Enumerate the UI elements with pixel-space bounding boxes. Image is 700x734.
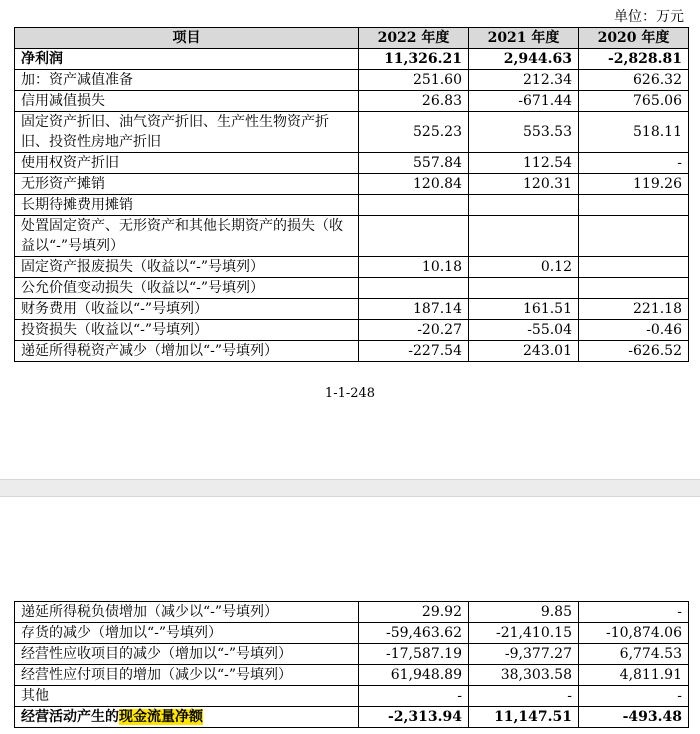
- cell-item: 存货的减少（增加以“-”号填列）: [15, 623, 359, 644]
- cell-2022: -59,463.62: [359, 623, 469, 644]
- cell-2021: 11,147.51: [469, 707, 579, 728]
- table-row: [15, 153, 689, 174]
- cell-item: 递延所得税负债增加（减少以“-”号填列）: [15, 602, 359, 623]
- cell-2020: -0.46: [579, 320, 689, 341]
- cell-2020: -10,874.06: [579, 623, 689, 644]
- cell-2022: 525.23: [359, 112, 469, 153]
- cell-2020: -: [579, 686, 689, 707]
- cell-2022: [359, 278, 469, 299]
- page-number: 1-1-248: [324, 386, 376, 401]
- cell-2021: 112.54: [469, 153, 579, 174]
- cell-item: 加：资产减值准备: [15, 70, 359, 91]
- table-row: [15, 686, 689, 707]
- cell-2020: [579, 257, 689, 278]
- cell-2021: 0.12: [469, 257, 579, 278]
- cell-item: 使用权资产折旧: [15, 153, 359, 174]
- table-row: [15, 341, 689, 362]
- cell-2022: 10.18: [359, 257, 469, 278]
- cell-2021: 9.85: [469, 602, 579, 623]
- cell-item: [15, 707, 359, 728]
- table-row: [15, 49, 689, 70]
- table-row: [15, 299, 689, 320]
- cell-item: 投资损失（收益以“-”号填列）: [15, 320, 359, 341]
- cell-2021: [469, 195, 579, 216]
- cell-2020: -2,828.81: [579, 49, 689, 70]
- table-row: [15, 644, 689, 665]
- cell-item: 固定资产报废损失（收益以“-”号填列）: [15, 257, 359, 278]
- table-row: [15, 665, 689, 686]
- cell-2021: -9,377.27: [469, 644, 579, 665]
- cell-2020: 518.11: [579, 112, 689, 153]
- cell-item: 财务费用（收益以“-”号填列）: [15, 299, 359, 320]
- table-row: [15, 602, 689, 623]
- cell-2021: -21,410.15: [469, 623, 579, 644]
- table-row: [15, 112, 689, 153]
- cell-2020: 4,811.91: [579, 665, 689, 686]
- cell-2021: -: [469, 686, 579, 707]
- cell-2021: [469, 278, 579, 299]
- cell-item: 净利润: [15, 49, 359, 70]
- table-row-total: [15, 707, 689, 728]
- cell-2022: -: [359, 686, 469, 707]
- cell-2022: [359, 216, 469, 257]
- cell-2021: 2,944.63: [469, 49, 579, 70]
- cell-2021: 38,303.58: [469, 665, 579, 686]
- cell-2022: 11,326.21: [359, 49, 469, 70]
- cash-flow-table-bottom: [14, 601, 689, 728]
- cell-item: 经营性应收项目的减少（增加以“-”号填列）: [15, 644, 359, 665]
- cell-2020: [579, 195, 689, 216]
- cell-2022: 251.60: [359, 70, 469, 91]
- table-row: [15, 320, 689, 341]
- cell-2022: 26.83: [359, 91, 469, 112]
- cell-2020: [579, 216, 689, 257]
- table-row: [15, 174, 689, 195]
- cell-2020: [579, 278, 689, 299]
- table-header-row: [15, 28, 689, 49]
- cash-flow-table-top: [14, 27, 689, 362]
- cell-2022: -2,313.94: [359, 707, 469, 728]
- cell-2022: -17,587.19: [359, 644, 469, 665]
- cell-2020: 221.18: [579, 299, 689, 320]
- cell-item: 公允价值变动损失（收益以“-”号填列）: [15, 278, 359, 299]
- cell-2020: -626.52: [579, 341, 689, 362]
- table-row: [15, 195, 689, 216]
- table-row: [15, 91, 689, 112]
- header-item: 项目: [15, 28, 359, 49]
- page-separator: [0, 479, 700, 497]
- cell-2021: 212.34: [469, 70, 579, 91]
- cell-2022: 29.92: [359, 602, 469, 623]
- table-row: [15, 278, 689, 299]
- total-item-highlight: 现金流量净额: [119, 709, 203, 725]
- cell-2022: -227.54: [359, 341, 469, 362]
- table-row: [15, 257, 689, 278]
- header-2020: 2020 年度: [579, 28, 689, 49]
- total-item-prefix: 经营活动产生的: [21, 709, 119, 725]
- table-row: [15, 216, 689, 257]
- cell-item: 处置固定资产、无形资产和其他长期资产的损失（收益以“-”号填列）: [15, 216, 359, 257]
- cell-2020: 626.32: [579, 70, 689, 91]
- cell-item: 固定资产折旧、油气资产折旧、生产性生物资产折旧、投资性房地产折旧: [15, 112, 359, 153]
- cell-2020: -: [579, 153, 689, 174]
- cell-2022: 120.84: [359, 174, 469, 195]
- cell-2021: -55.04: [469, 320, 579, 341]
- cell-2021: [469, 216, 579, 257]
- cell-2021: 553.53: [469, 112, 579, 153]
- cell-2022: 187.14: [359, 299, 469, 320]
- cell-2020: 765.06: [579, 91, 689, 112]
- cell-item: 信用减值损失: [15, 91, 359, 112]
- table-row: [15, 70, 689, 91]
- unit-label: 单位：万元: [614, 9, 684, 25]
- cell-2021: 243.01: [469, 341, 579, 362]
- cell-item: 无形资产摊销: [15, 174, 359, 195]
- cell-item: 长期待摊费用摊销: [15, 195, 359, 216]
- cell-2022: 557.84: [359, 153, 469, 174]
- cell-2020: 6,774.53: [579, 644, 689, 665]
- cell-2020: -493.48: [579, 707, 689, 728]
- cell-2022: [359, 195, 469, 216]
- cell-2020: 119.26: [579, 174, 689, 195]
- cell-2021: 161.51: [469, 299, 579, 320]
- cell-2020: -: [579, 602, 689, 623]
- cell-2021: -671.44: [469, 91, 579, 112]
- cell-item: 其他: [15, 686, 359, 707]
- table-row: [15, 623, 689, 644]
- cell-2021: 120.31: [469, 174, 579, 195]
- header-2022: 2022 年度: [359, 28, 469, 49]
- cell-item: 递延所得税资产减少（增加以“-”号填列）: [15, 341, 359, 362]
- header-2021: 2021 年度: [469, 28, 579, 49]
- cell-2022: -20.27: [359, 320, 469, 341]
- cell-2022: 61,948.89: [359, 665, 469, 686]
- cell-item: 经营性应付项目的增加（减少以“-”号填列）: [15, 665, 359, 686]
